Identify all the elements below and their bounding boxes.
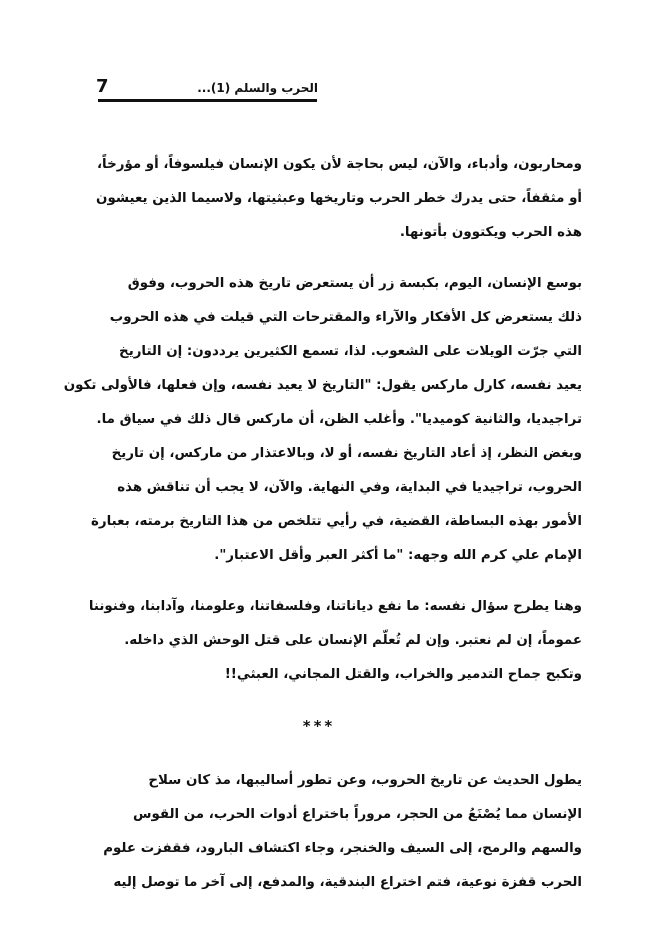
page-header: [96, 76, 318, 106]
text-line: الإمام علي كرم الله وجهه: "ما أكثر العبر وأقل الاعتبار".: [214, 548, 582, 563]
paragraph-gap: [56, 573, 582, 590]
text-line: وهنا يطرح سؤال نفسه: ما نفع دياناتنا، وفلسفاتنا، وعلومنا، وآدابنا، وفنوننا: [88, 599, 582, 614]
header-rule: [98, 99, 317, 102]
text-line: التي جرّت الويلات على الشعوب. لذا، تسمع الكثيرين يرددون: إن التاريخ: [119, 344, 582, 359]
text-line: الحروب، تراجيديا في البداية، وفي النهاية. والآن، لا يجب أن تناقش هذه: [117, 480, 582, 495]
text-line: وبغض النظر، إذ أعاد التاريخ نفسه، أو لا، وبالاعتذار من ماركس، إن تاريخ: [111, 446, 582, 461]
text-line: وتكبح جماح التدمير والخراب، والقتل المجاني، العبثي!!: [224, 667, 582, 682]
text-line: هذه الحرب ويكتوون بأتونها.: [399, 225, 582, 240]
page-number: 7: [96, 76, 109, 97]
text-line: ومحاربون، وأدباء، والآن، ليس بحاجة لأن يكون الإنسان فيلسوفاً، أو مؤرخاً،: [96, 157, 582, 172]
text-line: أو مثقفاً، حتى يدرك خطر الحرب وتاريخها وعبثيتها، ولاسيما الذين يعيشون: [96, 191, 582, 206]
paragraph-3: [56, 590, 582, 692]
paragraph-2: [56, 267, 582, 573]
text-line: الحرب قفزة نوعية، فتم اختراع البندقية، والمدفع، إلى آخر ما توصل إليه: [113, 875, 582, 890]
paragraph-gap: [56, 250, 582, 267]
section-break: ***: [302, 717, 336, 735]
text-line: الإنسان مما يُصْنَعُ من الحجر، مروراً باختراع أدوات الحرب، من القوس: [132, 807, 582, 822]
paragraph-4: [56, 764, 582, 900]
text-line: عموماً، إن لم نعتبر. وإن لم تُعلّم الإنسان على قتل الوحش الذي داخله.: [124, 633, 582, 648]
text-line: بوسع الإنسان، اليوم، بكبسة زر أن يستعرض تاريخ هذه الحروب، وفوق: [127, 276, 582, 291]
text-line: والسهم والرمح، إلى السيف والخنجر، وجاء اكتشاف البارود، فقفزت علوم: [103, 841, 582, 856]
body-text: [56, 148, 582, 900]
text-line: تراجيديا، والثانية كوميديا". وأغلب الظن، أن ماركس قال ذلك في سياق ما.: [96, 412, 582, 427]
running-title: الحرب والسلم (1)...: [197, 81, 318, 95]
text-line: يطول الحديث عن تاريخ الحروب، وعن تطور أساليبها، مذ كان سلاح: [148, 773, 582, 788]
text-line: ذلك يستعرض كل الأفكار والآراء والمقترحات التي قيلت في هذه الحروب: [109, 310, 582, 325]
paragraph-gap: [56, 692, 582, 709]
text-line: يعيد نفسه، كارل ماركس يقول: "التاريخ لا يعيد نفسه، وإن فعلها، فالأولى تكون: [63, 378, 582, 393]
text-line: الأمور بهذه البساطة، القضية، في رأيي تتلخص من هذا التاريخ برمته، بعبارة: [91, 514, 582, 529]
paragraph-gap: [56, 743, 582, 764]
paragraph-1: [56, 148, 582, 250]
